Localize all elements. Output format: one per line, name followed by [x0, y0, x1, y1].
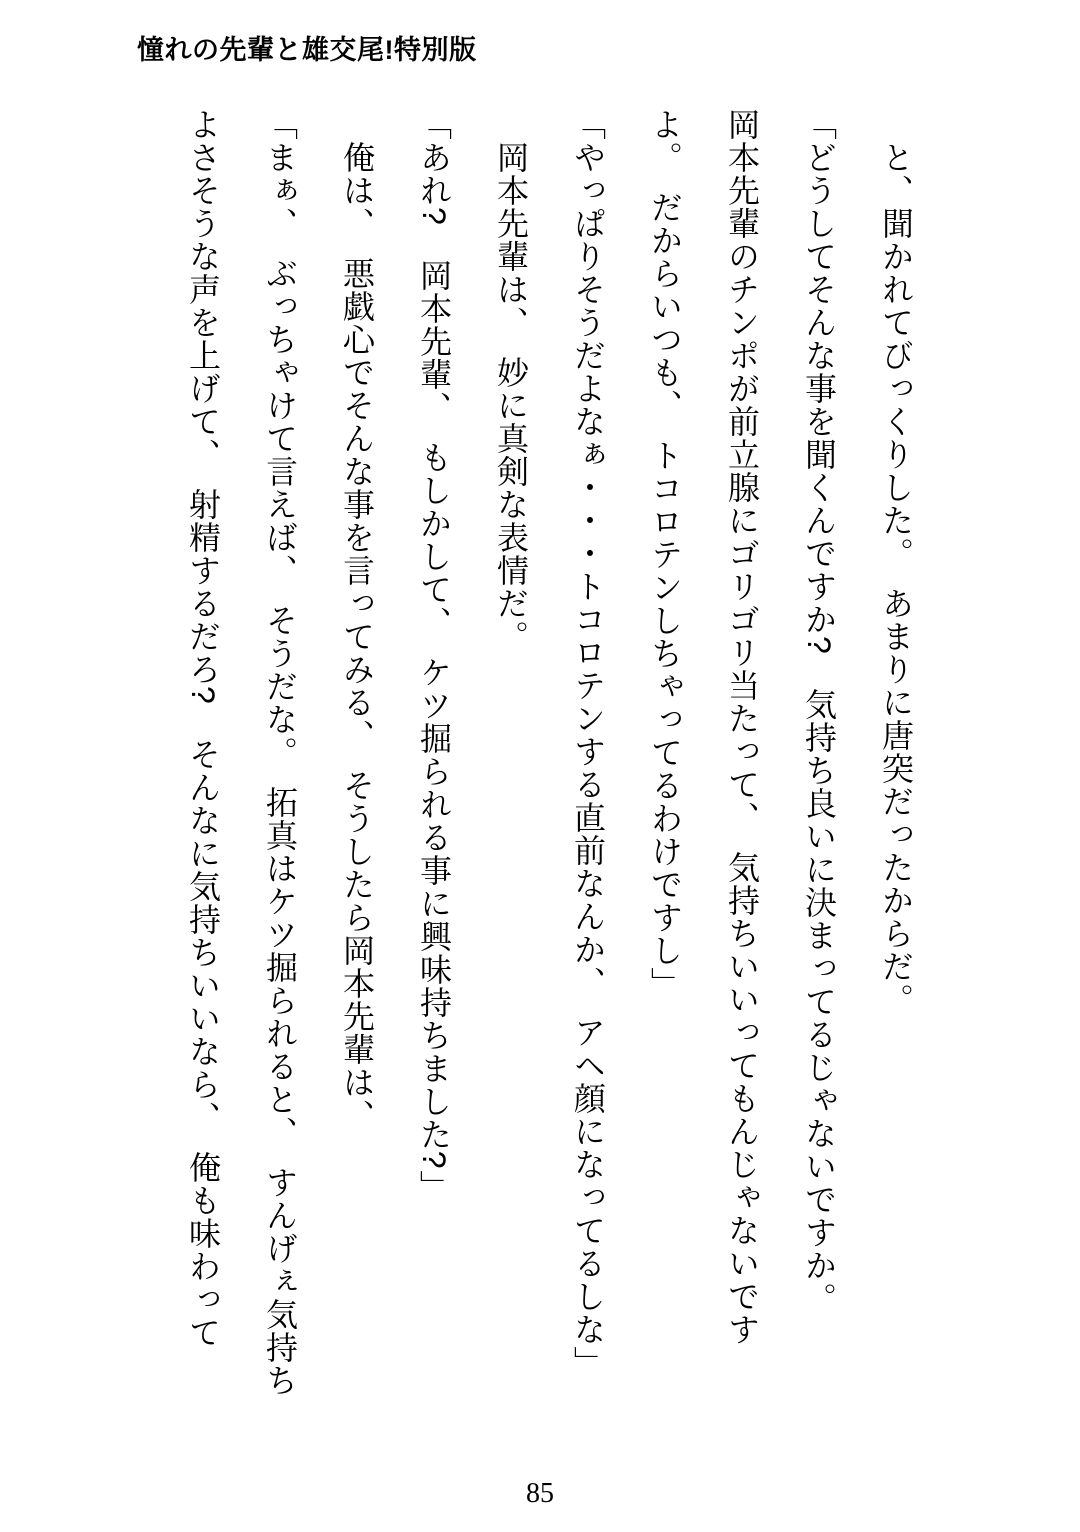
text-column: 岡本先輩は、 妙に真剣な表情だ。: [493, 108, 529, 653]
text-column: 「どうしてそんな事を聞くんですか? 気持ち良いに決まってるじゃないですか。: [801, 108, 837, 1315]
page-header: [137, 28, 477, 67]
page-number: 85: [526, 1478, 554, 1509]
text-column: 「まぁ、 ぶっちゃけて言えば、 そうだな。 拓真はケツ掘られると、 すんげぇ気持ち: [262, 108, 298, 1397]
text-column: 俺は、 悪戯心でそんな事を言ってみる、 そうしたら岡本先輩は、: [339, 108, 375, 1132]
text-column: 「あれ? 岡本先輩、 もしかして、 ケツ掘られる事に興味持ちました?」: [416, 108, 452, 1203]
vertical-text-body: [164, 108, 934, 1397]
text-column: よ。 だからいつも、 トコロテンしちゃってるわけですし」: [647, 108, 683, 1000]
text-column: 「やっぱりそうだよなぁ・・・トコロテンする直前なんか、 アヘ顔になってるしな」: [570, 108, 606, 1379]
text-column: 岡本先輩のチンポが前立腺にゴリゴリ当たって、 気持ちいいってもんじゃないです: [724, 108, 760, 1346]
text-column: よさそうな声を上げて、 射精するだろ? そんなに気持ちいいなら、 俺も味わって: [185, 108, 221, 1349]
text-column: と、聞かれてびっくりした。 あまりに唐突だったからだ。: [878, 108, 914, 1016]
book-title: 憧れの先輩と雄交尾!特別版: [137, 35, 477, 65]
page-footer: [0, 1478, 1080, 1510]
